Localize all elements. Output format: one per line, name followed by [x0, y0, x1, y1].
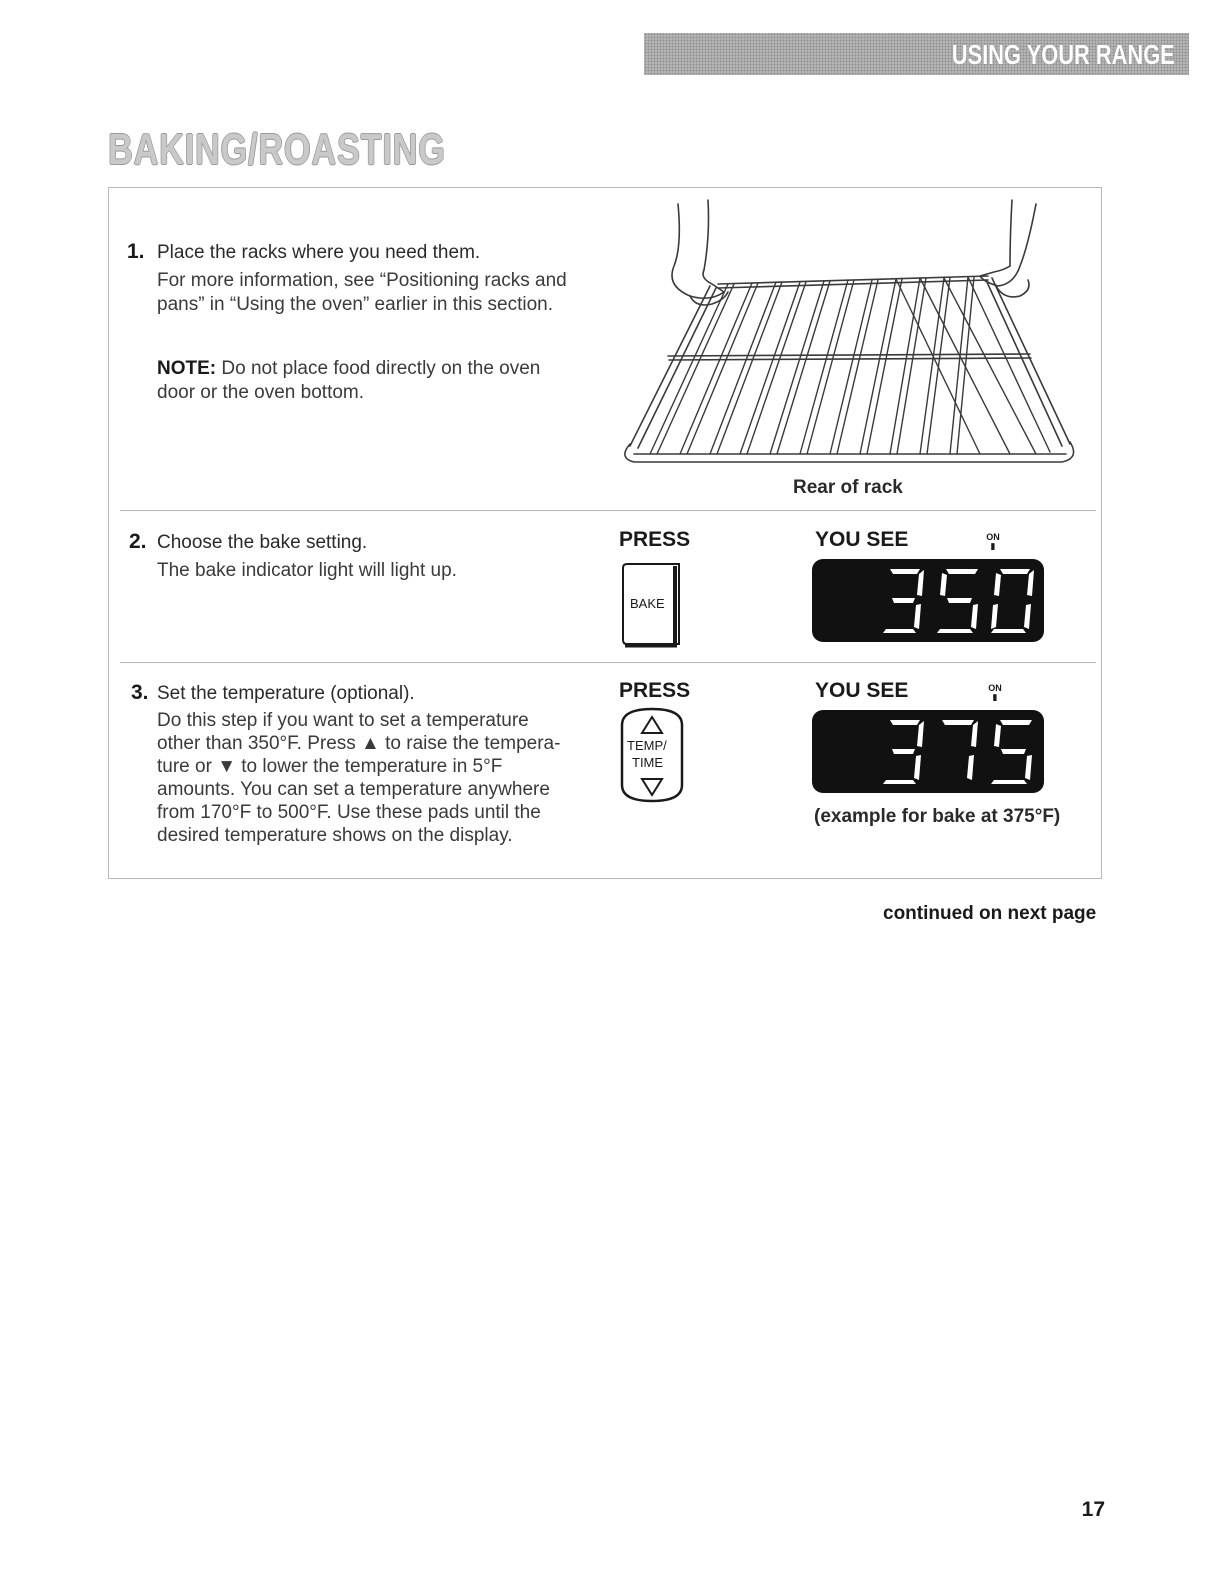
step2-press-label: PRESS [619, 528, 691, 551]
step3-body-line4: amounts. You can set a temperature anywhere [157, 779, 550, 800]
time-key-label: TIME [632, 755, 664, 770]
step3-body-line3: ture or ▼ to lower the temperature in 5°F [157, 756, 503, 777]
step2-number: 2. [129, 530, 147, 553]
step3-body-line5: from 170°F to 500°F. Use these pads until the [157, 802, 541, 823]
step2-display-digits [812, 559, 1044, 642]
bake-key-icon[interactable] [619, 562, 687, 648]
section-banner [644, 33, 1189, 75]
step1-body-line2: pans” in “Using the oven” earlier in this section. [157, 294, 554, 315]
step3-display-caption: (example for bake at 375°F) [814, 806, 1061, 827]
note-text-line1: Do not place food directly on the oven [221, 358, 541, 379]
rack-figure-caption: Rear of rack [793, 477, 903, 498]
step2-on-indicator: ON ▮ [986, 532, 1000, 551]
page-title: BAKING/ROASTING [108, 125, 446, 174]
step3-body-line6: desired temperature shows on the display. [157, 825, 513, 846]
step2-on-text: ON [986, 532, 1000, 542]
bake-key-label: BAKE [630, 596, 665, 611]
step1-note-line2: door or the oven bottom. [157, 382, 365, 403]
step3-number: 3. [131, 681, 149, 704]
oven-rack-illustration [600, 196, 1100, 476]
step2-lead: Choose the bake setting. [157, 532, 368, 553]
step3-you-see-label: YOU SEE [815, 679, 909, 702]
page-number: 17 [1081, 1498, 1105, 1521]
step3-on-indicator: ON ▮ [988, 683, 1002, 702]
step3-body-line2: other than 350°F. Press ▲ to raise the tempera- [157, 733, 561, 754]
step3-lead: Set the temperature (optional). [157, 683, 415, 704]
step1-body-line1: For more information, see “Positioning racks and [157, 270, 567, 291]
step3-display [812, 710, 1044, 793]
continued-note: continued on next page [883, 903, 1097, 924]
step1-note-line1 [157, 357, 540, 380]
temp-time-key-icon[interactable] [618, 707, 688, 803]
step2-body: The bake indicator light will light up. [157, 560, 457, 581]
step3-body-line1: Do this step if you want to set a temperature [157, 710, 529, 731]
step3-display-digits [812, 710, 1044, 793]
step2-display [812, 559, 1044, 642]
temp-key-label: TEMP/ [627, 738, 667, 753]
section-banner-text: USING YOUR RANGE [952, 39, 1175, 70]
step3-press-label: PRESS [619, 679, 691, 702]
step1-lead: Place the racks where you need them. [157, 242, 481, 263]
step-divider-2 [120, 662, 1096, 663]
note-label: NOTE: [157, 358, 217, 379]
step-divider-1 [120, 510, 1096, 511]
step2-you-see-label: YOU SEE [815, 528, 909, 551]
step1-number: 1. [127, 240, 145, 263]
step3-on-text: ON [988, 683, 1002, 693]
